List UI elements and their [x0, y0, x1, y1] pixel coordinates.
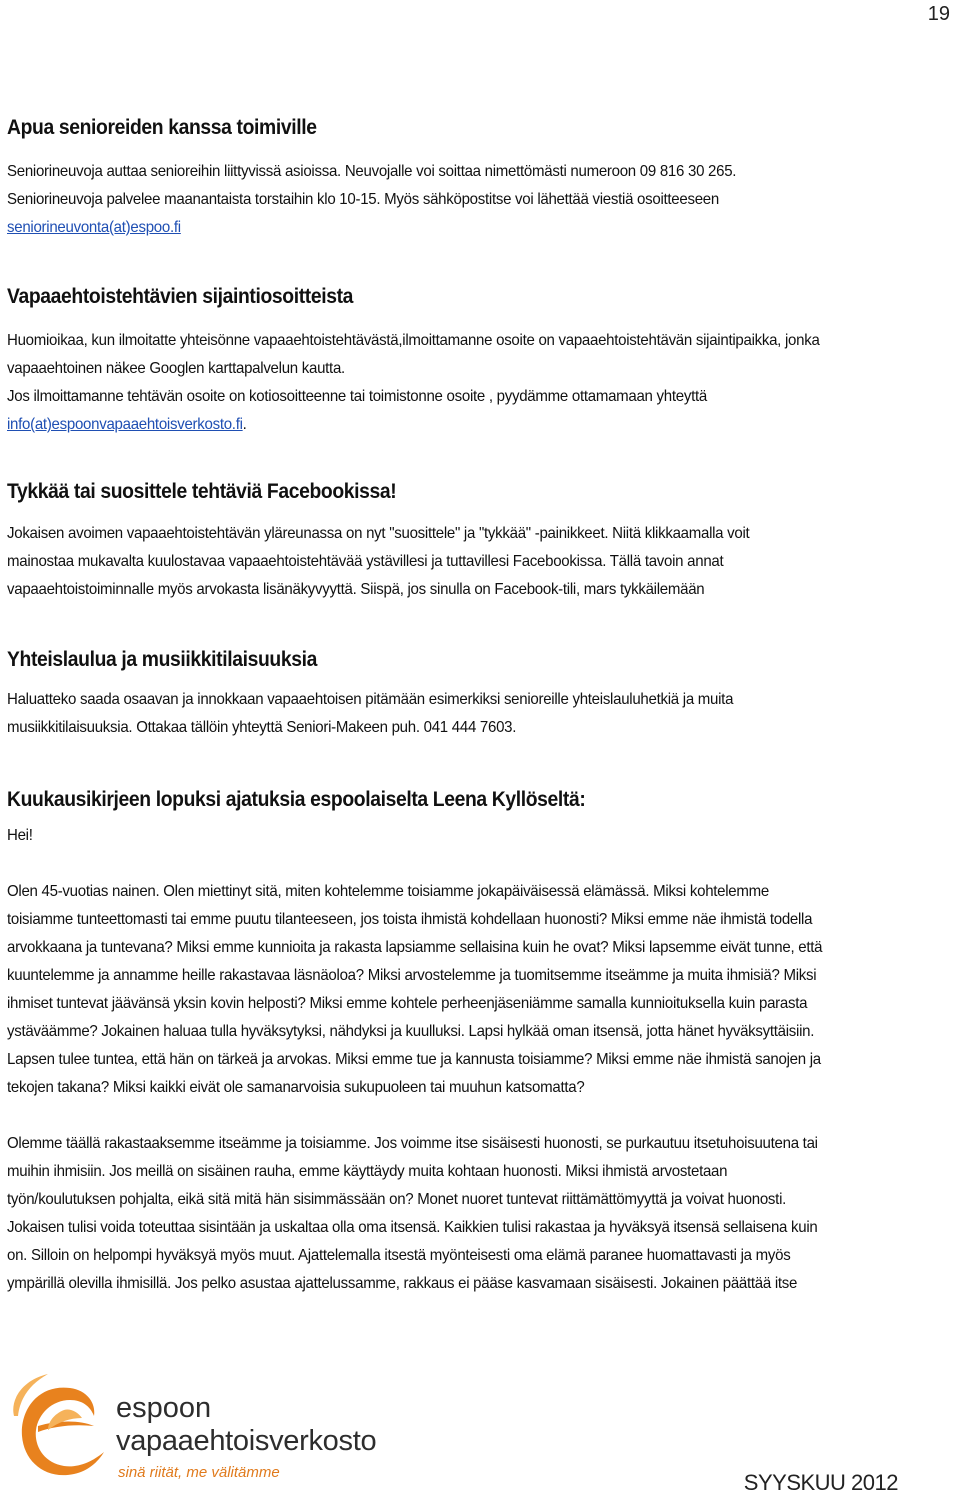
section-text [7, 822, 956, 1298]
footer-date: SYYSKUU 2012 [743, 1470, 898, 1495]
section-title: Apua senioreiden kanssa toimiville [7, 116, 317, 139]
paragraph-line [7, 411, 956, 439]
paragraph-line: on. Silloin on helpompi hyväksyä myös muut. Ajattelemalla itsestä myönteisesti oma elämä paranee huomattavasti ja myös [7, 1247, 791, 1264]
section-title: Tykkää tai suosittele tehtäviä Facebookissa! [7, 480, 397, 503]
paragraph-line: musiikkitilaisuuksia. Ottakaa tällöin yhteyttä Seniori-Makeen puh. 041 444 7603. [7, 719, 517, 736]
section-title: Vapaaehtoistehtävien sijaintiosoitteista [7, 285, 354, 308]
page-number: 19 [927, 3, 950, 25]
email-link-seniorineuvonta[interactable]: seniorineuvonta(at)espoo.fi [7, 219, 181, 236]
paragraph-line: mainostaa mukavalta kuulostavaa vapaaehtoistehtävää ystävillesi ja tuttavillesi Facebookissa. Tällä tavoin annat [7, 553, 724, 570]
paragraph-line: ympärillä olevilla ihmisillä. Jos pelko asustaa ajattelussamme, rakkaus ei pääse kasvamaan sisäisesti. Jokainen päättää itse [7, 1275, 798, 1292]
paragraph-line: arvokkaana ja tuntevana? Miksi emme kunnioita ja rakasta lapsiamme sellaisina kuin he ovat? Miksi lapsemme eivät tunne, että [7, 939, 823, 956]
paragraph-line: Seniorineuvoja palvelee maanantaista torstaihin klo 10-15. Myös sähköpostitse voi lähettää viestiä osoitteeseen [7, 191, 719, 208]
paragraph-line: Olemme täällä rakastaaksemme itseämme ja toisiamme. Jos voimme itse sisäisesti huonosti, se purkautuu itsetuhoisuutena tai [7, 1135, 818, 1152]
section-title: Kuukausikirjeen lopuksi ajatuksia espoolaiselta Leena Kyllöseltä: [7, 788, 586, 811]
section-title: Yhteislaulua ja musiikkitilaisuuksia [7, 648, 317, 671]
email-link-info[interactable]: info(at)espoonvapaaehtoisverkosto.fi [7, 416, 243, 433]
logo-text-vapaaehtoisverkosto: vapaaehtoisverkosto [116, 1425, 377, 1457]
section-facebook [7, 478, 957, 604]
section-text [7, 686, 956, 742]
section-letter [7, 786, 957, 1298]
logo-e-icon [8, 1370, 113, 1490]
paragraph-line: Jokaisen tulisi voida toteuttaa sisintään ja uskaltaa olla oma itsensä. Kaikkien tulisi rakastaa ja hyväksyä itsensä sellaisena kuin [7, 1219, 818, 1236]
section-senior-help [7, 114, 957, 242]
paragraph-line: Huomioikaa, kun ilmoitatte yhteisönne vapaaehtoistehtävästä,ilmoittamanne osoite on vapaaehtoistehtävän sijaintipaikka, jonka [7, 332, 820, 349]
greeting: Hei! [7, 827, 33, 844]
paragraph-line: ihmiset tuntevat jäävänsä yksin kovin helposti? Miksi emme kohtele perheenjäseniämme samalla kunnioituksella kuin parasta [7, 995, 808, 1012]
paragraph-line: Jokaisen avoimen vapaaehtoistehtävän yläreunassa on nyt "suosittele" ja "tykkää" -painikkeet. Niitä klikkaamalla voit [7, 525, 750, 542]
paragraph-line: Seniorineuvoja auttaa senioreihin liittyvissä asioissa. Neuvojalle voi soittaa nimettömästi numeroon 09 816 30 265. [7, 163, 737, 180]
section-text [7, 327, 956, 439]
paragraph-line: Jos ilmoittamanne tehtävän osoite on kotiosoitteenne tai toimistonne osoite , pyydämme ottamamaan yhteyttä [7, 388, 707, 405]
section-text [7, 520, 956, 604]
logo-slogan: sinä riität, me välitämme [118, 1464, 280, 1481]
paragraph-line: tekojen takana? Miksi kaikki eivät ole samanarvoisia sukupuoleen tai muuhun katsomatta? [7, 1079, 585, 1096]
paragraph-line: kuuntelemme ja annamme heille rakastavaa läsnäoloa? Miksi arvostelemme ja tuomitsemme itseämme ja muita ihmisiä? Miksi [7, 967, 817, 984]
logo-text-espoon: espoon [116, 1392, 212, 1424]
section-singalong [7, 646, 957, 742]
paragraph-line: vapaaehtoistoiminnalle myös arvokasta lisänäkyvyyttä. Siispä, jos sinulla on Facebook-tili, mars tykkäilemään [7, 581, 705, 598]
section-location-addresses [7, 283, 957, 439]
paragraph-line: vapaaehtoinen näkee Googlen karttapalvelun kautta. [7, 360, 345, 377]
paragraph-line: työn/koulutuksen pohjalta, eikä sitä mitä hän sisimmässään on? Monet nuoret tuntevat riittämättömyyttä ja voivat huonosti. [7, 1191, 787, 1208]
paragraph-line: toisiamme tunteettomasti tai emme puutu tilanteeseen, jos toista ihmistä kohdellaan huonosti? Miksi emme näe ihmistä todella [7, 911, 813, 928]
paragraph-line: Haluatteko saada osaavan ja innokkaan vapaaehtoisen pitämään esimerkiksi senioreille yhteislauluhetkiä ja muita [7, 691, 734, 708]
paragraph-line: Olen 45-vuotias nainen. Olen miettinyt sitä, miten kohtelemme toisiamme jokapäiväisessä elämässä. Miksi kohtelemme [7, 883, 769, 900]
paragraph-line: ystäväämme? Jokainen haluaa tulla hyväksytyksi, nähdyksi ja kuulluksi. Lapsi hylkää oman itsensä, jotta hänet hyväksyttäisiin. [7, 1023, 815, 1040]
espoon-vapaaehtoisverkosto-logo [8, 1370, 377, 1495]
paragraph-line: Lapsen tulee tuntea, että hän on tärkeä ja arvokas. Miksi emme tue ja kannusta toisiamme? Miksi emme näe ihmistä sanojen ja [7, 1051, 821, 1068]
paragraph-line: muihin ihmisiin. Jos meillä on sisäinen rauha, emme käyttäydy muita kohtaan huonosti. Miksi ihmistä arvostetaan [7, 1163, 728, 1180]
section-text [7, 158, 956, 242]
punctuation: . [242, 416, 247, 433]
paragraph-line [7, 214, 956, 242]
